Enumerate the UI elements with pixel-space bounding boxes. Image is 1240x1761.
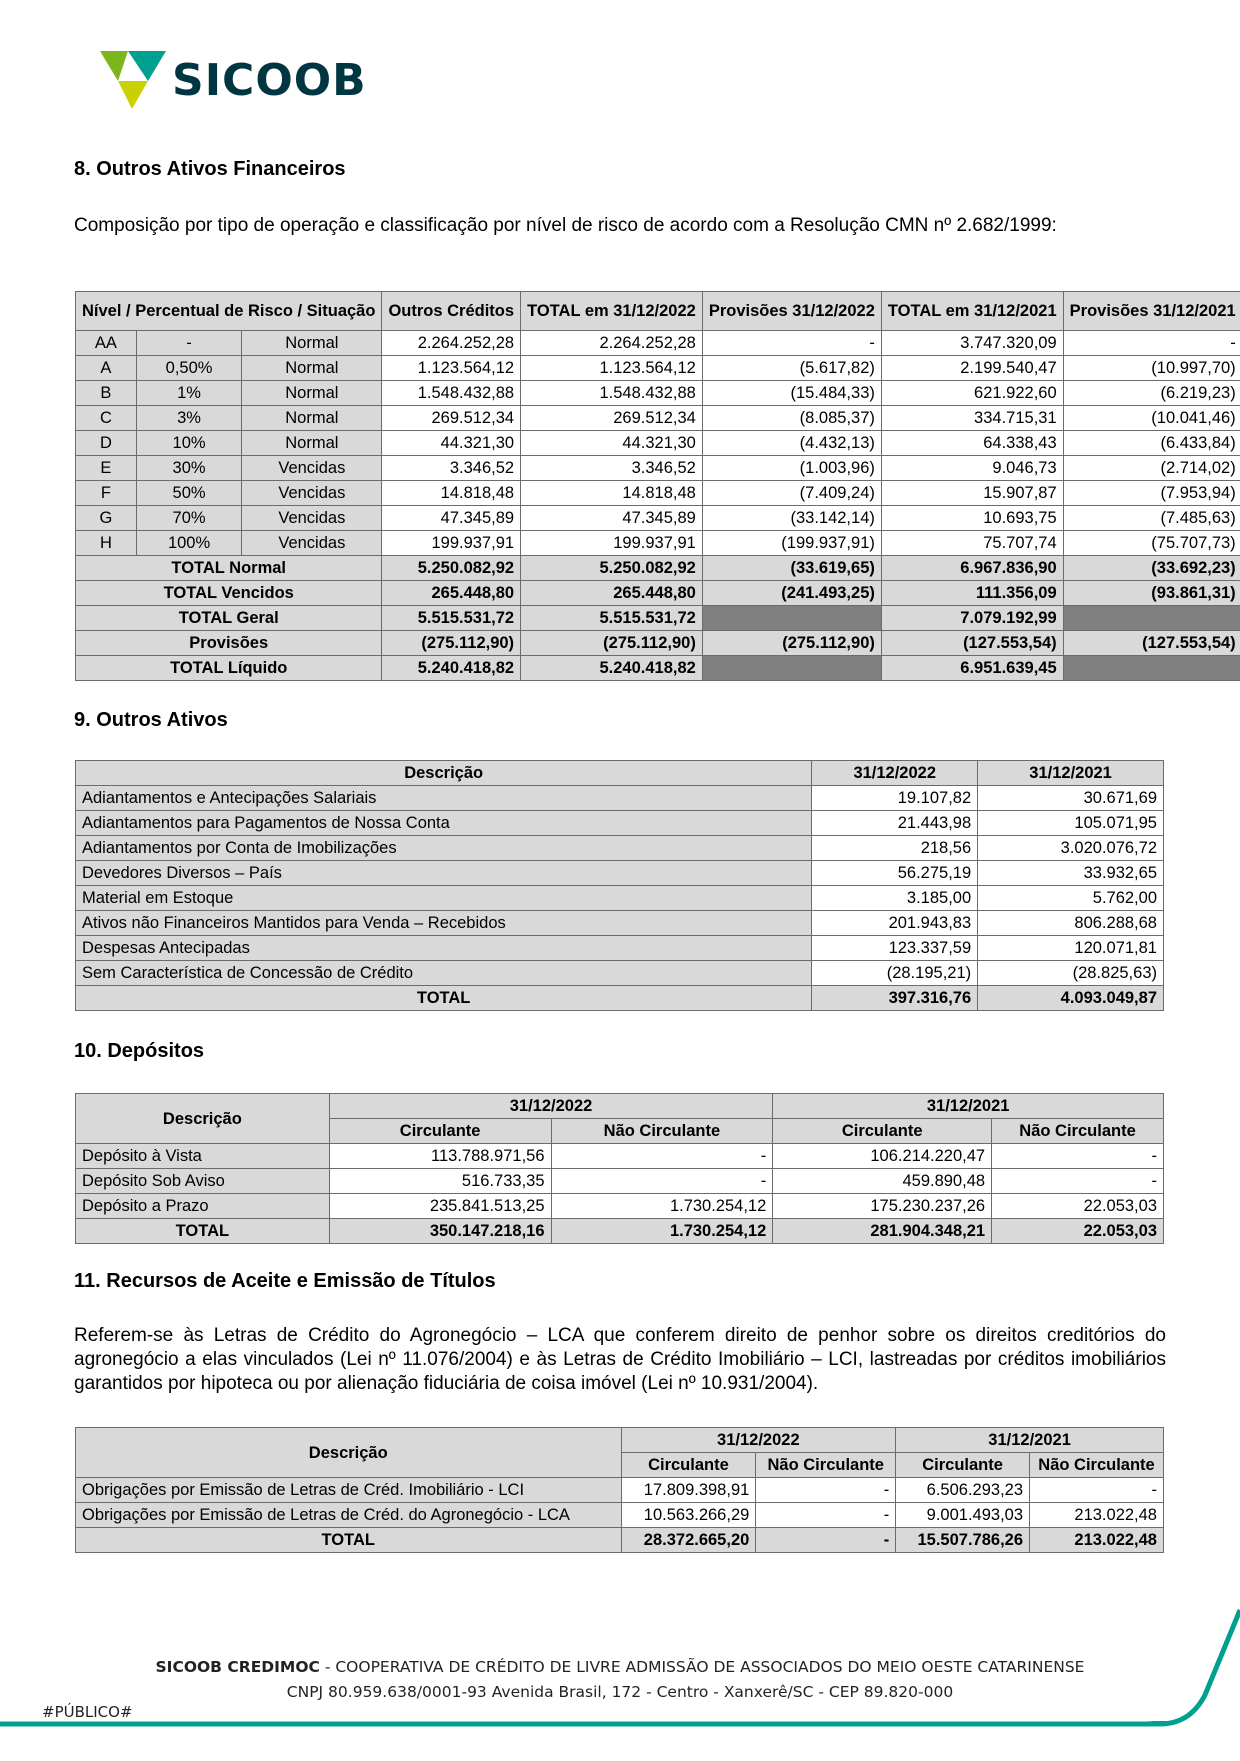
provisoes-2022: (8.085,37) (702, 406, 881, 431)
description: Sem Característica de Concessão de Crédito (76, 961, 812, 986)
table-row (76, 936, 1164, 961)
outros-creditos: (275.112,90) (382, 631, 521, 656)
footer-company-description: - COOPERATIVA DE CRÉDITO DE LIVRE ADMISSÃO DE ASSOCIADOS DO MEIO OESTE CATARINENSE (320, 1658, 1085, 1676)
outros-creditos: 44.321,30 (382, 431, 521, 456)
nao-circulante-2021: 213.022,48 (1030, 1528, 1164, 1553)
col-header-nao-circulante-2021: Não Circulante (992, 1119, 1164, 1144)
provisoes-2021: (33.692,23) (1063, 556, 1240, 581)
section-8-title: 8. Outros Ativos Financeiros (74, 158, 346, 181)
table-row (76, 481, 1240, 506)
outros-creditos: 265.448,80 (382, 581, 521, 606)
col-header-nivel: Nível / Percentual de Risco / Situação (76, 292, 382, 331)
provisoes-2022: (275.112,90) (702, 631, 881, 656)
circulante-2022: 28.372.665,20 (621, 1528, 756, 1553)
outros-creditos: 5.240.418,82 (382, 656, 521, 681)
table-row (76, 961, 1164, 986)
total-row (76, 1528, 1164, 1553)
outros-creditos: 47.345,89 (382, 506, 521, 531)
provisoes-2021: (6.219,23) (1063, 381, 1240, 406)
table-header-row (76, 292, 1240, 331)
provisoes-2022: (5.617,82) (702, 356, 881, 381)
provisoes-2022: (7.409,24) (702, 481, 881, 506)
total-2022: 14.818,48 (521, 481, 703, 506)
outros-creditos: 3.346,52 (382, 456, 521, 481)
provisoes-2022: (33.619,65) (702, 556, 881, 581)
total-2022: 3.346,52 (521, 456, 703, 481)
total-2021: 7.079.192,99 (881, 606, 1063, 631)
outros-creditos: 14.818,48 (382, 481, 521, 506)
total-row (76, 581, 1240, 606)
nao-circulante-2022: - (756, 1503, 896, 1528)
provisoes-2021: (7.485,63) (1063, 506, 1240, 531)
total-2021: 3.747.320,09 (881, 331, 1063, 356)
provisoes-2021: - (1063, 331, 1240, 356)
col-header-2022: 31/12/2022 (621, 1428, 896, 1453)
total-2021: 2.199.540,47 (881, 356, 1063, 381)
total-2022: 199.937,91 (521, 531, 703, 556)
description: Devedores Diversos – País (76, 861, 812, 886)
risk-status: Vencidas (242, 531, 382, 556)
table-row (76, 356, 1240, 381)
outros-creditos: 1.123.564,12 (382, 356, 521, 381)
value-2021: 33.932,65 (978, 861, 1164, 886)
col-header-2021: 31/12/2021 (896, 1428, 1164, 1453)
total-2021: 75.707,74 (881, 531, 1063, 556)
risk-status: Vencidas (242, 506, 382, 531)
table-row (76, 811, 1164, 836)
table-row (76, 431, 1240, 456)
table-row (76, 786, 1164, 811)
col-header-nao-circulante-2021: Não Circulante (1030, 1453, 1164, 1478)
description: Adiantamentos e Antecipações Salariais (76, 786, 812, 811)
provisoes-2022: (33.142,14) (702, 506, 881, 531)
col-header-nao-circulante-2022: Não Circulante (756, 1453, 896, 1478)
provisoes-2022: (199.937,91) (702, 531, 881, 556)
nao-circulante-2022: 1.730.254,12 (551, 1194, 773, 1219)
nao-circulante-2021: 22.053,03 (992, 1194, 1164, 1219)
circulante-2022: 235.841.513,25 (329, 1194, 551, 1219)
sicoob-triangle-icon (100, 51, 166, 109)
circulante-2021: 9.001.493,03 (896, 1503, 1030, 1528)
circulante-2022: 113.788.971,56 (329, 1144, 551, 1169)
risk-level: B (76, 381, 137, 406)
risk-percent: 0,50% (136, 356, 241, 381)
total-2021: 111.356,09 (881, 581, 1063, 606)
risk-level: C (76, 406, 137, 431)
description: Obrigações por Emissão de Letras de Créd. do Agronegócio - LCA (76, 1503, 622, 1528)
table-header-row (76, 761, 1164, 786)
total-row (76, 606, 1240, 631)
description: Material em Estoque (76, 886, 812, 911)
table-row (76, 506, 1240, 531)
table-row (76, 1503, 1164, 1528)
description: Depósito a Prazo (76, 1194, 330, 1219)
footer-address: CNPJ 80.959.638/0001-93 Avenida Brasil, 172 - Centro - Xanxerê/SC - CEP 89.820-000 (0, 1683, 1240, 1701)
total-label: TOTAL (76, 986, 812, 1011)
value-2022: 56.275,19 (812, 861, 978, 886)
circulante-2021: 6.506.293,23 (896, 1478, 1030, 1503)
provisoes-2021: (2.714,02) (1063, 456, 1240, 481)
recursos-aceite-table (75, 1427, 1164, 1553)
total-label: TOTAL Líquido (76, 656, 382, 681)
depositos-table (75, 1093, 1164, 1244)
col-header-descricao: Descrição (76, 761, 812, 786)
nao-circulante-2021: 22.053,03 (992, 1219, 1164, 1244)
total-2022: 1.548.432,88 (521, 381, 703, 406)
description: Ativos não Financeiros Mantidos para Venda – Recebidos (76, 911, 812, 936)
total-2021: 6.951.639,45 (881, 656, 1063, 681)
sicoob-logo (100, 50, 367, 110)
value-2022: 21.443,98 (812, 811, 978, 836)
circulante-2022: 17.809.398,91 (621, 1478, 756, 1503)
total-label: TOTAL Vencidos (76, 581, 382, 606)
risk-percent: 70% (136, 506, 241, 531)
value-2022: 201.943,83 (812, 911, 978, 936)
logo-wordmark: SICOOB (172, 55, 367, 106)
provisoes-2021: (127.553,54) (1063, 631, 1240, 656)
table-row (76, 456, 1240, 481)
table-row (76, 406, 1240, 431)
provisoes-2022: (1.003,96) (702, 456, 881, 481)
col-header-circulante-2022: Circulante (329, 1119, 551, 1144)
value-2021: 3.020.076,72 (978, 836, 1164, 861)
section-11-title: 11. Recursos de Aceite e Emissão de Títulos (74, 1270, 496, 1293)
col-header-total-2022: TOTAL em 31/12/2022 (521, 292, 703, 331)
total-label: TOTAL Geral (76, 606, 382, 631)
total-row (76, 656, 1240, 681)
circulante-2021: 281.904.348,21 (773, 1219, 992, 1244)
total-row (76, 1219, 1164, 1244)
provisoes-2021: (93.861,31) (1063, 581, 1240, 606)
total-row (76, 986, 1164, 1011)
table-row (76, 531, 1240, 556)
total-2022: 5.240.418,82 (521, 656, 703, 681)
col-header-total-2021: TOTAL em 31/12/2021 (881, 292, 1063, 331)
total-2021: 621.922,60 (881, 381, 1063, 406)
section-11-paragraph: Referem-se às Letras de Crédito do Agronegócio – LCA que conferem direito de penhor sobre os direitos creditórios do agronegócio a elas vinculados (Lei nº 11.076/2004) e às Letras de Crédito Imobiliário – LCI, lastreadas por créditos imobiliários garantidos por hipoteca ou por alienação fiduciária de coisa imóvel (Lei nº 10.931/2004). (74, 1324, 1166, 1396)
col-header-2022: 31/12/2022 (329, 1094, 773, 1119)
total-2022: 269.512,34 (521, 406, 703, 431)
outros-creditos: 269.512,34 (382, 406, 521, 431)
value-2021: 105.071,95 (978, 811, 1164, 836)
total-row (76, 631, 1240, 656)
risk-level: AA (76, 331, 137, 356)
classification-label: #PÚBLICO# (42, 1703, 133, 1721)
provisoes-2022: (241.493,25) (702, 581, 881, 606)
description: Depósito à Vista (76, 1144, 330, 1169)
table-row (76, 331, 1240, 356)
table-row (76, 886, 1164, 911)
circulante-2022: 10.563.266,29 (621, 1503, 756, 1528)
nao-circulante-2021: - (992, 1144, 1164, 1169)
section-10-title: 10. Depósitos (74, 1040, 204, 1063)
nao-circulante-2022: - (756, 1478, 896, 1503)
circulante-2021: 15.507.786,26 (896, 1528, 1030, 1553)
total-label: TOTAL (76, 1528, 622, 1553)
total-2022: 5.515.531,72 (521, 606, 703, 631)
value-2022: (28.195,21) (812, 961, 978, 986)
risk-percent: - (136, 331, 241, 356)
total-2022: 1.123.564,12 (521, 356, 703, 381)
risk-percent: 100% (136, 531, 241, 556)
table-header-row (76, 1428, 1164, 1453)
col-header-circulante-2021: Circulante (896, 1453, 1030, 1478)
risk-percent: 50% (136, 481, 241, 506)
nao-circulante-2021: 213.022,48 (1030, 1503, 1164, 1528)
provisoes-2021: (7.953,94) (1063, 481, 1240, 506)
nao-circulante-2022: - (551, 1144, 773, 1169)
col-header-provisoes-2022: Provisões 31/12/2022 (702, 292, 881, 331)
risk-level: H (76, 531, 137, 556)
total-2021: 10.693,75 (881, 506, 1063, 531)
value-2021: 806.288,68 (978, 911, 1164, 936)
value-2022: 218,56 (812, 836, 978, 861)
provisoes-2021: (6.433,84) (1063, 431, 1240, 456)
description: Adiantamentos por Conta de Imobilizações (76, 836, 812, 861)
col-header-2021: 31/12/2021 (978, 761, 1164, 786)
value-2022: 19.107,82 (812, 786, 978, 811)
footer-company-name: SICOOB CREDIMOC (156, 1658, 320, 1676)
risk-percent: 10% (136, 431, 241, 456)
value-2022: 3.185,00 (812, 886, 978, 911)
description: Obrigações por Emissão de Letras de Créd. Imobiliário - LCI (76, 1478, 622, 1503)
outros-creditos: 199.937,91 (382, 531, 521, 556)
table-row (76, 1144, 1164, 1169)
total-2022: 2.264.252,28 (521, 331, 703, 356)
outros-creditos: 5.515.531,72 (382, 606, 521, 631)
table-row (76, 1169, 1164, 1194)
circulante-2021: 175.230.237,26 (773, 1194, 992, 1219)
value-2022: 123.337,59 (812, 936, 978, 961)
nao-circulante-2021: - (992, 1169, 1164, 1194)
total-2022: 47.345,89 (521, 506, 703, 531)
risk-level: A (76, 356, 137, 381)
risk-level: G (76, 506, 137, 531)
total-2022: 5.250.082,92 (521, 556, 703, 581)
risk-percent: 1% (136, 381, 241, 406)
footer-curve-icon (1140, 1590, 1240, 1730)
value-2021: 120.071,81 (978, 936, 1164, 961)
circulante-2021: 106.214.220,47 (773, 1144, 992, 1169)
shaded-empty-cell (1063, 656, 1240, 681)
total-row (76, 556, 1240, 581)
risk-percent: 3% (136, 406, 241, 431)
total-2022: 265.448,80 (521, 581, 703, 606)
circulante-2021: 459.890,48 (773, 1169, 992, 1194)
outros-creditos: 2.264.252,28 (382, 331, 521, 356)
col-header-circulante-2022: Circulante (621, 1453, 756, 1478)
outros-creditos: 1.548.432,88 (382, 381, 521, 406)
shaded-empty-cell (702, 656, 881, 681)
total-2022: 44.321,30 (521, 431, 703, 456)
col-header-outros-creditos: Outros Créditos (382, 292, 521, 331)
risk-status: Normal (242, 431, 382, 456)
provisoes-2021: (10.041,46) (1063, 406, 1240, 431)
risk-percent: 30% (136, 456, 241, 481)
nao-circulante-2022: - (551, 1169, 773, 1194)
table-row (76, 1478, 1164, 1503)
col-header-descricao: Descrição (76, 1428, 622, 1478)
risk-status: Vencidas (242, 481, 382, 506)
table-row (76, 836, 1164, 861)
table-row (76, 911, 1164, 936)
total-2021: 15.907,87 (881, 481, 1063, 506)
total-2021: 334.715,31 (881, 406, 1063, 431)
outros-ativos-table (75, 760, 1164, 1011)
footer-company (0, 1658, 1240, 1676)
total-2021: 64.338,43 (881, 431, 1063, 456)
section-9-title: 9. Outros Ativos (74, 709, 228, 732)
col-header-2021: 31/12/2021 (773, 1094, 1164, 1119)
total-2021: (127.553,54) (881, 631, 1063, 656)
outros-creditos: 5.250.082,92 (382, 556, 521, 581)
table-row (76, 381, 1240, 406)
table-row (76, 861, 1164, 886)
circulante-2022: 350.147.218,16 (329, 1219, 551, 1244)
risk-status: Normal (242, 406, 382, 431)
total-label: Provisões (76, 631, 382, 656)
total-2021: 6.967.836,90 (881, 556, 1063, 581)
risk-level: E (76, 456, 137, 481)
total-2022: (275.112,90) (521, 631, 703, 656)
provisoes-2022: (15.484,33) (702, 381, 881, 406)
circulante-2022: 516.733,35 (329, 1169, 551, 1194)
table-header-row (76, 1094, 1164, 1119)
col-header-2022: 31/12/2022 (812, 761, 978, 786)
footer-decorative-line (0, 1721, 1240, 1761)
total-2021: 9.046,73 (881, 456, 1063, 481)
risk-status: Normal (242, 381, 382, 406)
col-header-provisoes-2021: Provisões 31/12/2021 (1063, 292, 1240, 331)
section-8-intro: Composição por tipo de operação e classificação por nível de risco de acordo com a Resolução CMN nº 2.682/1999: (74, 214, 1166, 238)
risk-level: D (76, 431, 137, 456)
description: Adiantamentos para Pagamentos de Nossa Conta (76, 811, 812, 836)
shaded-empty-cell (1063, 606, 1240, 631)
value-2021: 5.762,00 (978, 886, 1164, 911)
total-label: TOTAL (76, 1219, 330, 1244)
total-2021: 4.093.049,87 (978, 986, 1164, 1011)
risk-status: Normal (242, 331, 382, 356)
col-header-nao-circulante-2022: Não Circulante (551, 1119, 773, 1144)
value-2021: (28.825,63) (978, 961, 1164, 986)
provisoes-2021: (10.997,70) (1063, 356, 1240, 381)
provisoes-2021: (75.707,73) (1063, 531, 1240, 556)
provisoes-2022: (4.432,13) (702, 431, 881, 456)
description: Despesas Antecipadas (76, 936, 812, 961)
value-2021: 30.671,69 (978, 786, 1164, 811)
total-2022: 397.316,76 (812, 986, 978, 1011)
risk-status: Vencidas (242, 456, 382, 481)
provisoes-2022: - (702, 331, 881, 356)
risk-level: F (76, 481, 137, 506)
nao-circulante-2021: - (1030, 1478, 1164, 1503)
total-label: TOTAL Normal (76, 556, 382, 581)
risk-status: Normal (242, 356, 382, 381)
description: Depósito Sob Aviso (76, 1169, 330, 1194)
outros-ativos-financeiros-table (75, 291, 1240, 681)
col-header-descricao: Descrição (76, 1094, 330, 1144)
nao-circulante-2022: - (756, 1528, 896, 1553)
col-header-circulante-2021: Circulante (773, 1119, 992, 1144)
shaded-empty-cell (702, 606, 881, 631)
table-row (76, 1194, 1164, 1219)
nao-circulante-2022: 1.730.254,12 (551, 1219, 773, 1244)
